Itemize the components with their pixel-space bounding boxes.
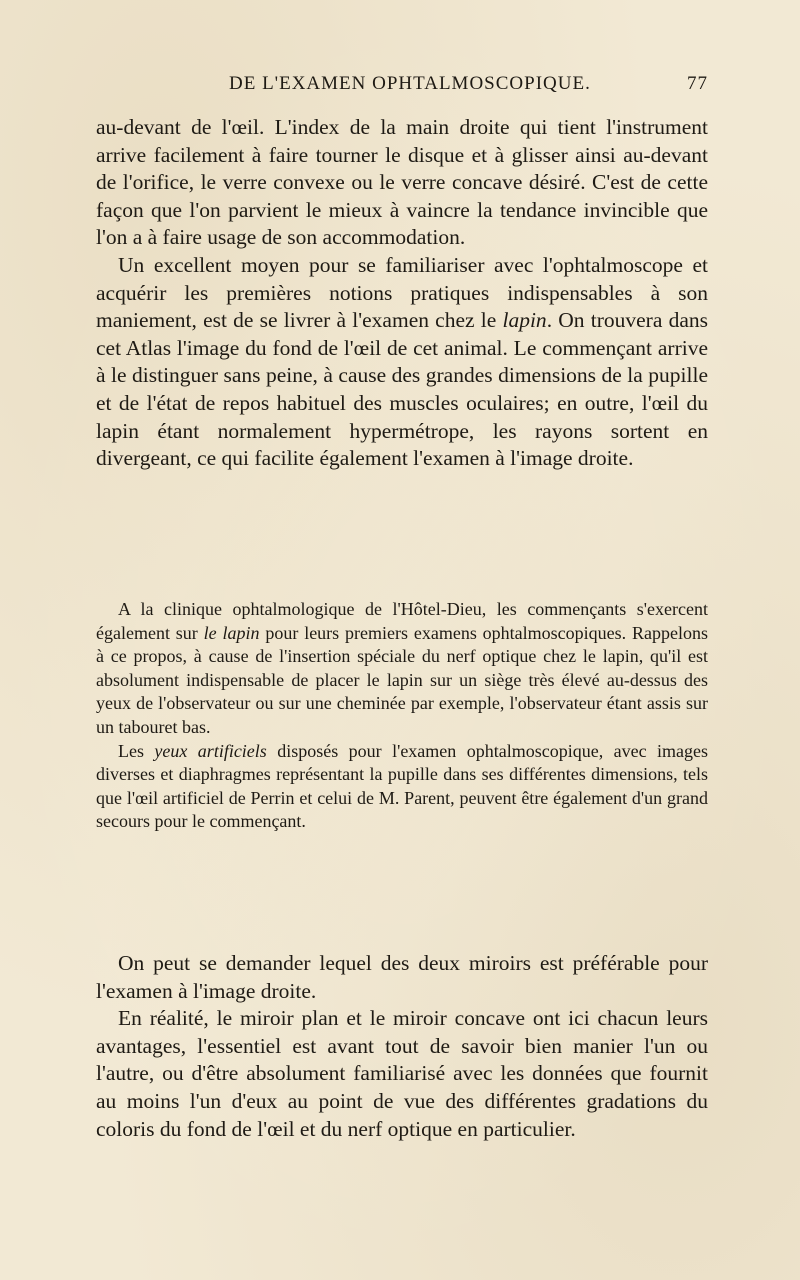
chapter-title: DE L'EXAMEN OPHTALMOSCOPIQUE. xyxy=(229,73,591,94)
main-text-block xyxy=(96,114,708,473)
text-segment: . On trouvera dans cet Atlas l'image du fond de l'œil de cet animal. Le commençant arrive à le distinguer sans peine, à cause des grandes dimensions de la pupille et de l'état de repos habituel des muscles oculaires; en outre, l'œil du lapin étant normalement hypermétrope, les rayons sortent en divergeant, ce qui facilite également l'examen à l'image droite. xyxy=(96,308,708,471)
italic-term: lapin xyxy=(502,308,547,333)
text-segment: Les xyxy=(118,740,155,761)
text-segment: A la clinique ophtalmologique de l'Hôtel-Dieu, les commençants s'exercent également sur xyxy=(96,599,708,643)
italic-term: yeux artificiels xyxy=(154,740,267,761)
paragraph-miroirs-question: On peut se demander lequel des deux miroirs est préférable pour l'examen à l'image droite. xyxy=(96,951,708,1003)
paragraph-miroirs-answer: En réalité, le miroir plan et le miroir concave ont ici chacun leurs avantages, l'essentiel est avant tout de savoir bien manier l'un ou l'autre, ou d'être absolument familiarisé avec les données que fournit au moins l'un d'eux au point de vue des différentes gradations du coloris du fond de l'œil et du nerf optique en particulier. xyxy=(96,1006,708,1141)
paragraph-lapin xyxy=(96,252,708,473)
paragraph-yeux-artificiels xyxy=(96,740,708,834)
paragraph-clinique xyxy=(96,598,708,740)
book-page xyxy=(96,0,710,1280)
note-text-block xyxy=(96,598,708,834)
italic-term: le lapin xyxy=(203,622,260,643)
closing-text-block xyxy=(96,950,708,1143)
text-segment: Un excellent moyen pour se familiariser avec l'ophtalmoscope et acquérir les premières notions pratiques indispensables à son maniement, est de se livrer à l'examen chez le xyxy=(96,252,708,333)
page-number: 77 xyxy=(687,73,708,94)
text-segment: disposés pour l'examen ophtalmoscopique, avec images diverses et diaphragmes représentant la pupille dans ses différentes dimensions, tels que l'œil artificiel de Perrin et celui de M. Parent, peuvent être également d'un grand secours pour le commençant. xyxy=(96,740,708,832)
paragraph-continuation: au-devant de l'œil. L'index de la main droite qui tient l'instrument arrive facilement à faire tourner le disque et à glisser ainsi au-devant de l'orifice, le verre convexe ou le verre concave désiré. C'est de cette façon que l'on parvient le mieux à vaincre la tendance invincible que l'on a à faire usage de son accommodation. xyxy=(96,115,708,250)
text-segment: pour leurs premiers examens ophtalmoscopiques. Rappelons à ce propos, à cause de l'insertion spéciale du nerf optique chez le lapin, qu'il est absolument indispensable de placer le lapin sur un siège très élevé au-dessus des yeux de l'observateur ou sur une cheminée par exemple, l'observateur étant assis sur un tabouret bas. xyxy=(96,622,708,737)
running-header xyxy=(96,73,710,99)
